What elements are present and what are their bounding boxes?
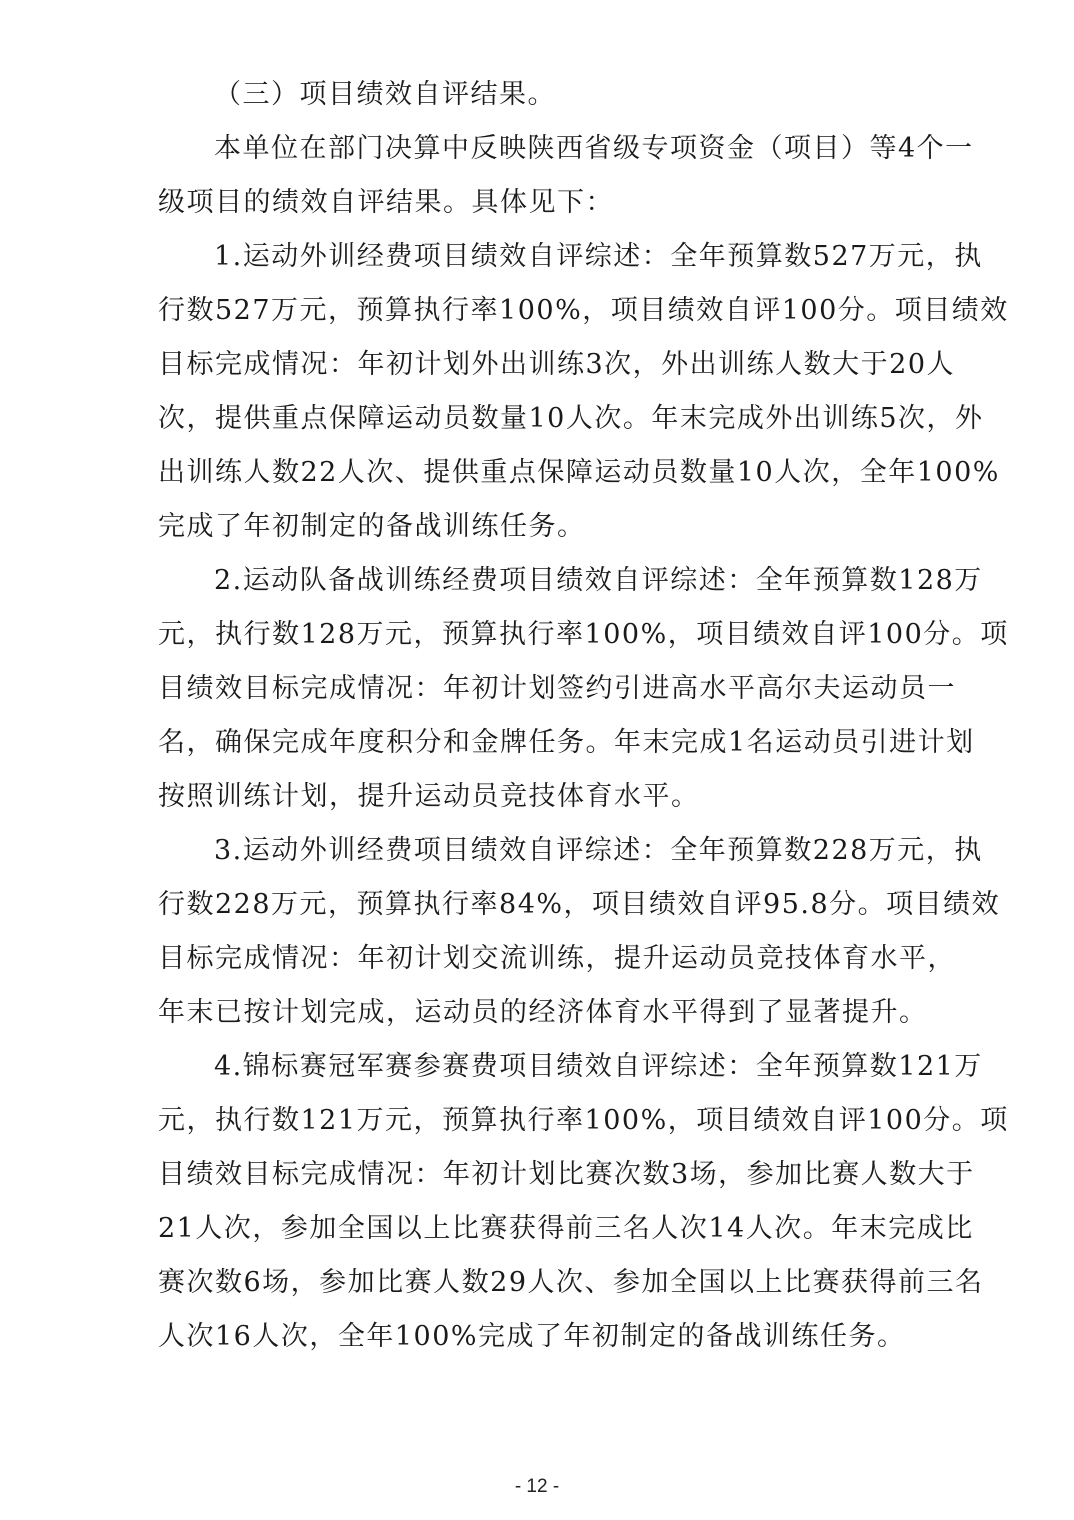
paragraph-line: 1.运动外训经费项目绩效自评综述：全年预算数527万元，执 — [214, 241, 983, 272]
paragraph-line: 元，执行数121万元，预算执行率100%，项目绩效自评100分。项 — [158, 1105, 1009, 1136]
paragraph-line: 3.运动外训经费项目绩效自评综述：全年预算数228万元，执 — [214, 835, 983, 866]
paragraph-line: 赛次数6场，参加比赛人数29人次、参加全国以上比赛获得前三名 — [158, 1267, 984, 1298]
paragraph-line: 目绩效目标完成情况：年初计划比赛次数3场，参加比赛人数大于 — [158, 1159, 975, 1190]
paragraph-line: 级项目的绩效自评结果。具体见下： — [158, 187, 614, 218]
item-1-paragraph — [158, 230, 1009, 554]
paragraph-line: 按照训练计划，提升运动员竞技体育水平。 — [158, 781, 700, 812]
page-number: - 12 - — [514, 1476, 560, 1497]
paragraph-line: 元，执行数128万元，预算执行率100%，项目绩效自评100分。项 — [158, 619, 1009, 650]
item-2-paragraph — [158, 554, 1009, 824]
paragraph-line: 目标完成情况：年初计划交流训练，提升运动员竞技体育水平， — [158, 943, 956, 974]
paragraph-line: 2.运动队备战训练经费项目绩效自评综述：全年预算数128万 — [214, 565, 983, 596]
paragraph-line: 目绩效目标完成情况：年初计划签约引进高水平高尔夫运动员一 — [158, 673, 956, 704]
document-body — [158, 68, 1009, 1364]
paragraph-line: 人次16人次，全年100%完成了年初制定的备战训练任务。 — [158, 1321, 906, 1352]
section-heading: （三）项目绩效自评结果。 — [214, 79, 556, 110]
paragraph-line: 4.锦标赛冠军赛参赛费项目绩效自评综述：全年预算数121万 — [214, 1051, 983, 1082]
item-4-paragraph — [158, 1040, 1009, 1364]
paragraph-line: 本单位在部门决算中反映陕西省级专项资金（项目）等4个一 — [214, 133, 974, 164]
paragraph-line: 行数228万元，预算执行率84%，项目绩效自评95.8分。项目绩效 — [158, 889, 1001, 920]
paragraph-line: 完成了年初制定的备战训练任务。 — [158, 511, 586, 542]
paragraph-line: 出训练人数22人次、提供重点保障运动员数量10人次，全年100% — [158, 457, 1000, 488]
paragraph-line: 行数527万元，预算执行率100%，项目绩效自评100分。项目绩效 — [158, 295, 1009, 326]
paragraph-line: 21人次，参加全国以上比赛获得前三名人次14人次。年末完成比 — [158, 1213, 974, 1244]
paragraph-line: 名，确保完成年度积分和金牌任务。年末完成1名运动员引进计划 — [158, 727, 975, 758]
paragraph-line: 次，提供重点保障运动员数量10人次。年末完成外出训练5次，外 — [158, 403, 984, 434]
paragraph-line: 年末已按计划完成，运动员的经济体育水平得到了显著提升。 — [158, 997, 928, 1028]
intro-paragraph — [158, 122, 974, 230]
item-3-paragraph — [158, 824, 1001, 1040]
paragraph-line: 目标完成情况：年初计划外出训练3次，外出训练人数大于20人 — [158, 349, 956, 380]
